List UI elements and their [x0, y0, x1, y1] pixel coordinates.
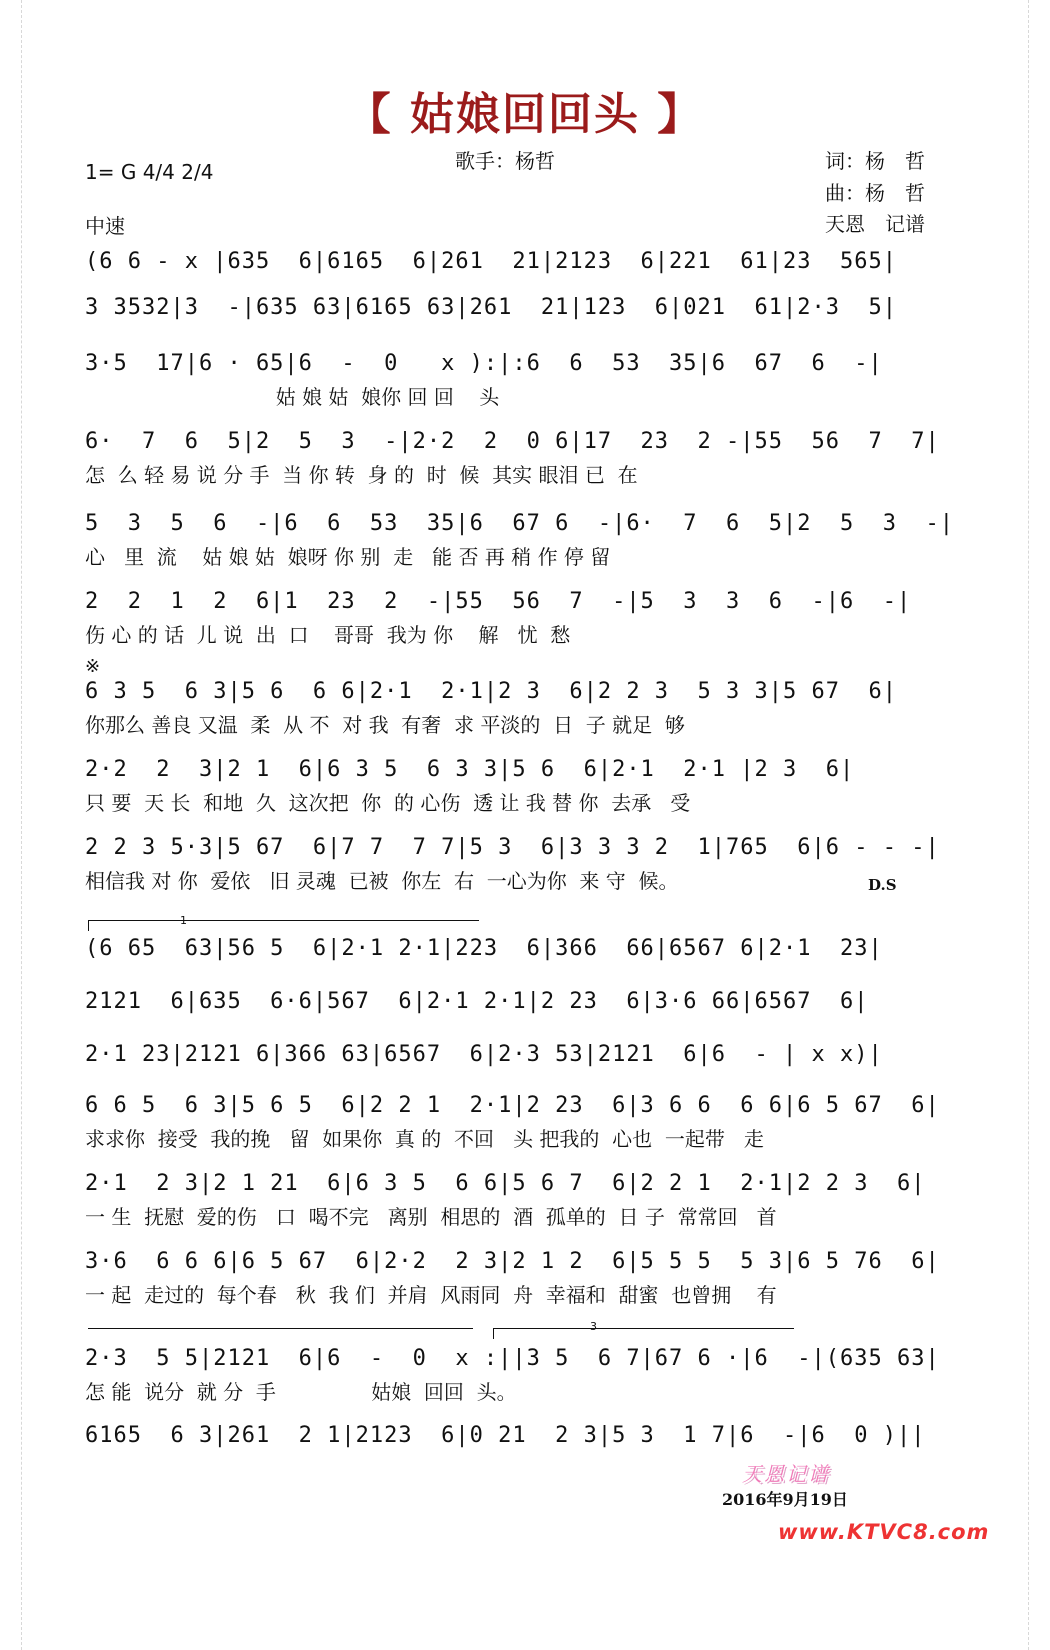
key-signature: 1= G 4/4 2/4 — [85, 160, 214, 184]
notation-line: (6 65 63|56 5 6|2·1 2·1|223 6|366 66|6567 6|2·1 23| — [85, 936, 883, 961]
first-ending-label: 1 — [180, 914, 187, 927]
segno-sign: ※ — [85, 656, 101, 677]
third-ending-label: 3 — [590, 1320, 597, 1333]
transcriber-stamp: 天恩记谱 — [742, 1462, 830, 1486]
notation-line: 2·2 2 3|2 1 6|6 3 5 6 3 3|5 6 6|2·1 2·1 |2 3 6| — [85, 757, 855, 782]
notation-line: 5 3 5 6 -|6 6 53 35|6 67 6 -|6· 7 6 5|2 5 3 -| — [85, 511, 954, 536]
notation-line: 2121 6|635 6·6|567 6|2·1 2·1|2 23 6|3·6 66|6567 6| — [85, 989, 869, 1014]
lyrics-line: 只 要 天 长 和地 久 这次把 你 的 心伤 透 让 我 替 你 去承 受 — [85, 791, 691, 815]
song-title: 【 姑娘回回头 】 — [346, 89, 704, 140]
notation-line: 2·3 5 5|2121 6|6 - 0 x :||3 5 6 7|67 6 ·|6 -|(635 63| — [85, 1346, 940, 1371]
lyrics-line: 伤 心 的 话 儿 说 出 口 哥哥 我为 你 解 忧 愁 — [85, 623, 571, 647]
notation-line: 2 2 1 2 6|1 23 2 -|55 56 7 -|5 3 3 6 -|6 -| — [85, 589, 912, 614]
notation-line: 2·1 2 3|2 1 21 6|6 3 5 6 6|5 6 7 6|2 2 1 2·1|2 2 3 6| — [85, 1171, 926, 1196]
score-row — [85, 248, 945, 276]
score-row — [85, 428, 945, 488]
score-row — [85, 510, 954, 570]
notation-line: (6 6 - x |635 6|6165 6|261 21|2123 6|221 61|23 565| — [85, 249, 897, 274]
lyrics-line: 姑 娘 姑 娘你 回 回 头 — [85, 385, 500, 409]
score-row — [85, 988, 945, 1016]
dal-segno-mark: D.S — [868, 876, 897, 894]
lyrics-line: 你那么 善良 又温 柔 从 不 对 我 有奢 求 平淡的 日 子 就足 够 — [85, 713, 685, 737]
transcription-date: 2016年9月19日 — [722, 1490, 848, 1509]
ending-bracket-left — [88, 1328, 473, 1339]
website-watermark: www.KTVC8.com — [778, 1520, 990, 1544]
left-watermark-strip — [0, 0, 20, 1650]
transcriber-label: 天恩 记谱 — [825, 212, 925, 236]
score-row — [85, 1345, 945, 1405]
notation-line: 6165 6 3|261 2 1|2123 6|0 21 2 3|5 3 1 7|6 -|6 0 )|| — [85, 1423, 926, 1448]
score-row — [85, 350, 945, 410]
notation-line: 2 2 3 5·3|5 67 6|7 7 7 7|5 3 6|3 3 3 2 1|765 6|6 - - -| — [85, 835, 940, 860]
score-row — [85, 588, 945, 648]
right-dashed-border — [1028, 0, 1029, 1650]
notation-line: 6· 7 6 5|2 5 3 -|2·2 2 0 6|17 23 2 -|55 56 7 7| — [85, 429, 940, 454]
notation-line: 6 3 5 6 3|5 6 6 6|2·1 2·1|2 3 6|2 2 3 5 3 3|5 67 6| — [85, 679, 897, 704]
lyrics-line: 怎 能 说分 就 分 手 姑娘 回回 头。 — [85, 1380, 517, 1404]
first-ending-bracket — [88, 920, 479, 931]
singer-label: 歌手：杨哲 — [455, 149, 555, 173]
notation-line: 3·5 17|6 · 65|6 - 0 x ):|:6 6 53 35|6 67 6 -| — [85, 351, 883, 376]
score-row — [85, 1248, 945, 1308]
score-row — [85, 935, 945, 963]
score-row — [85, 1422, 945, 1450]
notation-line: 3·6 6 6 6|6 5 67 6|2·2 2 3|2 1 2 6|5 5 5 5 3|6 5 76 6| — [85, 1249, 940, 1274]
third-ending-bracket — [493, 1328, 794, 1339]
lyricist-label: 词：杨 哲 — [825, 149, 925, 173]
lyrics-line: 心 里 流 姑 娘 姑 娘呀 你 别 走 能 否 再 稍 作 停 留 — [85, 545, 611, 569]
composer-label: 曲：杨 哲 — [825, 181, 925, 205]
lyrics-line: 一 起 走过的 每个春 秋 我 们 并肩 风雨同 舟 幸福和 甜蜜 也曾拥 有 — [85, 1283, 777, 1307]
notation-line: 2·1 23|2121 6|366 63|6567 6|2·3 53|2121 6|6 - | x x)| — [85, 1042, 883, 1067]
score-row — [85, 678, 945, 738]
notation-line: 3 3532|3 -|635 63|6165 63|261 21|123 6|021 61|2·3 5| — [85, 295, 897, 320]
score-row — [85, 1092, 945, 1152]
score-row — [85, 1170, 945, 1230]
lyrics-line: 一 生 抚慰 爱的伤 口 喝不完 离别 相思的 酒 孤单的 日 子 常常回 首 — [85, 1205, 777, 1229]
score-row — [85, 294, 945, 322]
notation-line: 6 6 5 6 3|5 6 5 6|2 2 1 2·1|2 23 6|3 6 6 6 6|6 5 67 6| — [85, 1093, 940, 1118]
lyrics-line: 怎 么 轻 易 说 分 手 当 你 转 身 的 时 候 其实 眼泪 已 在 — [85, 463, 638, 487]
score-row — [85, 1041, 945, 1069]
left-dashed-border — [21, 0, 22, 1650]
lyrics-line: 求求你 接受 我的挽 留 如果你 真 的 不回 头 把我的 心也 一起带 走 — [85, 1127, 764, 1151]
score-row — [85, 834, 945, 894]
lyrics-line: 相信我 对 你 爱依 旧 灵魂 已被 你左 右 一心为你 来 守 候。 — [85, 869, 679, 893]
tempo-marking: 中速 — [85, 214, 125, 238]
score-row — [85, 756, 945, 816]
right-watermark-strip — [1030, 0, 1050, 1650]
